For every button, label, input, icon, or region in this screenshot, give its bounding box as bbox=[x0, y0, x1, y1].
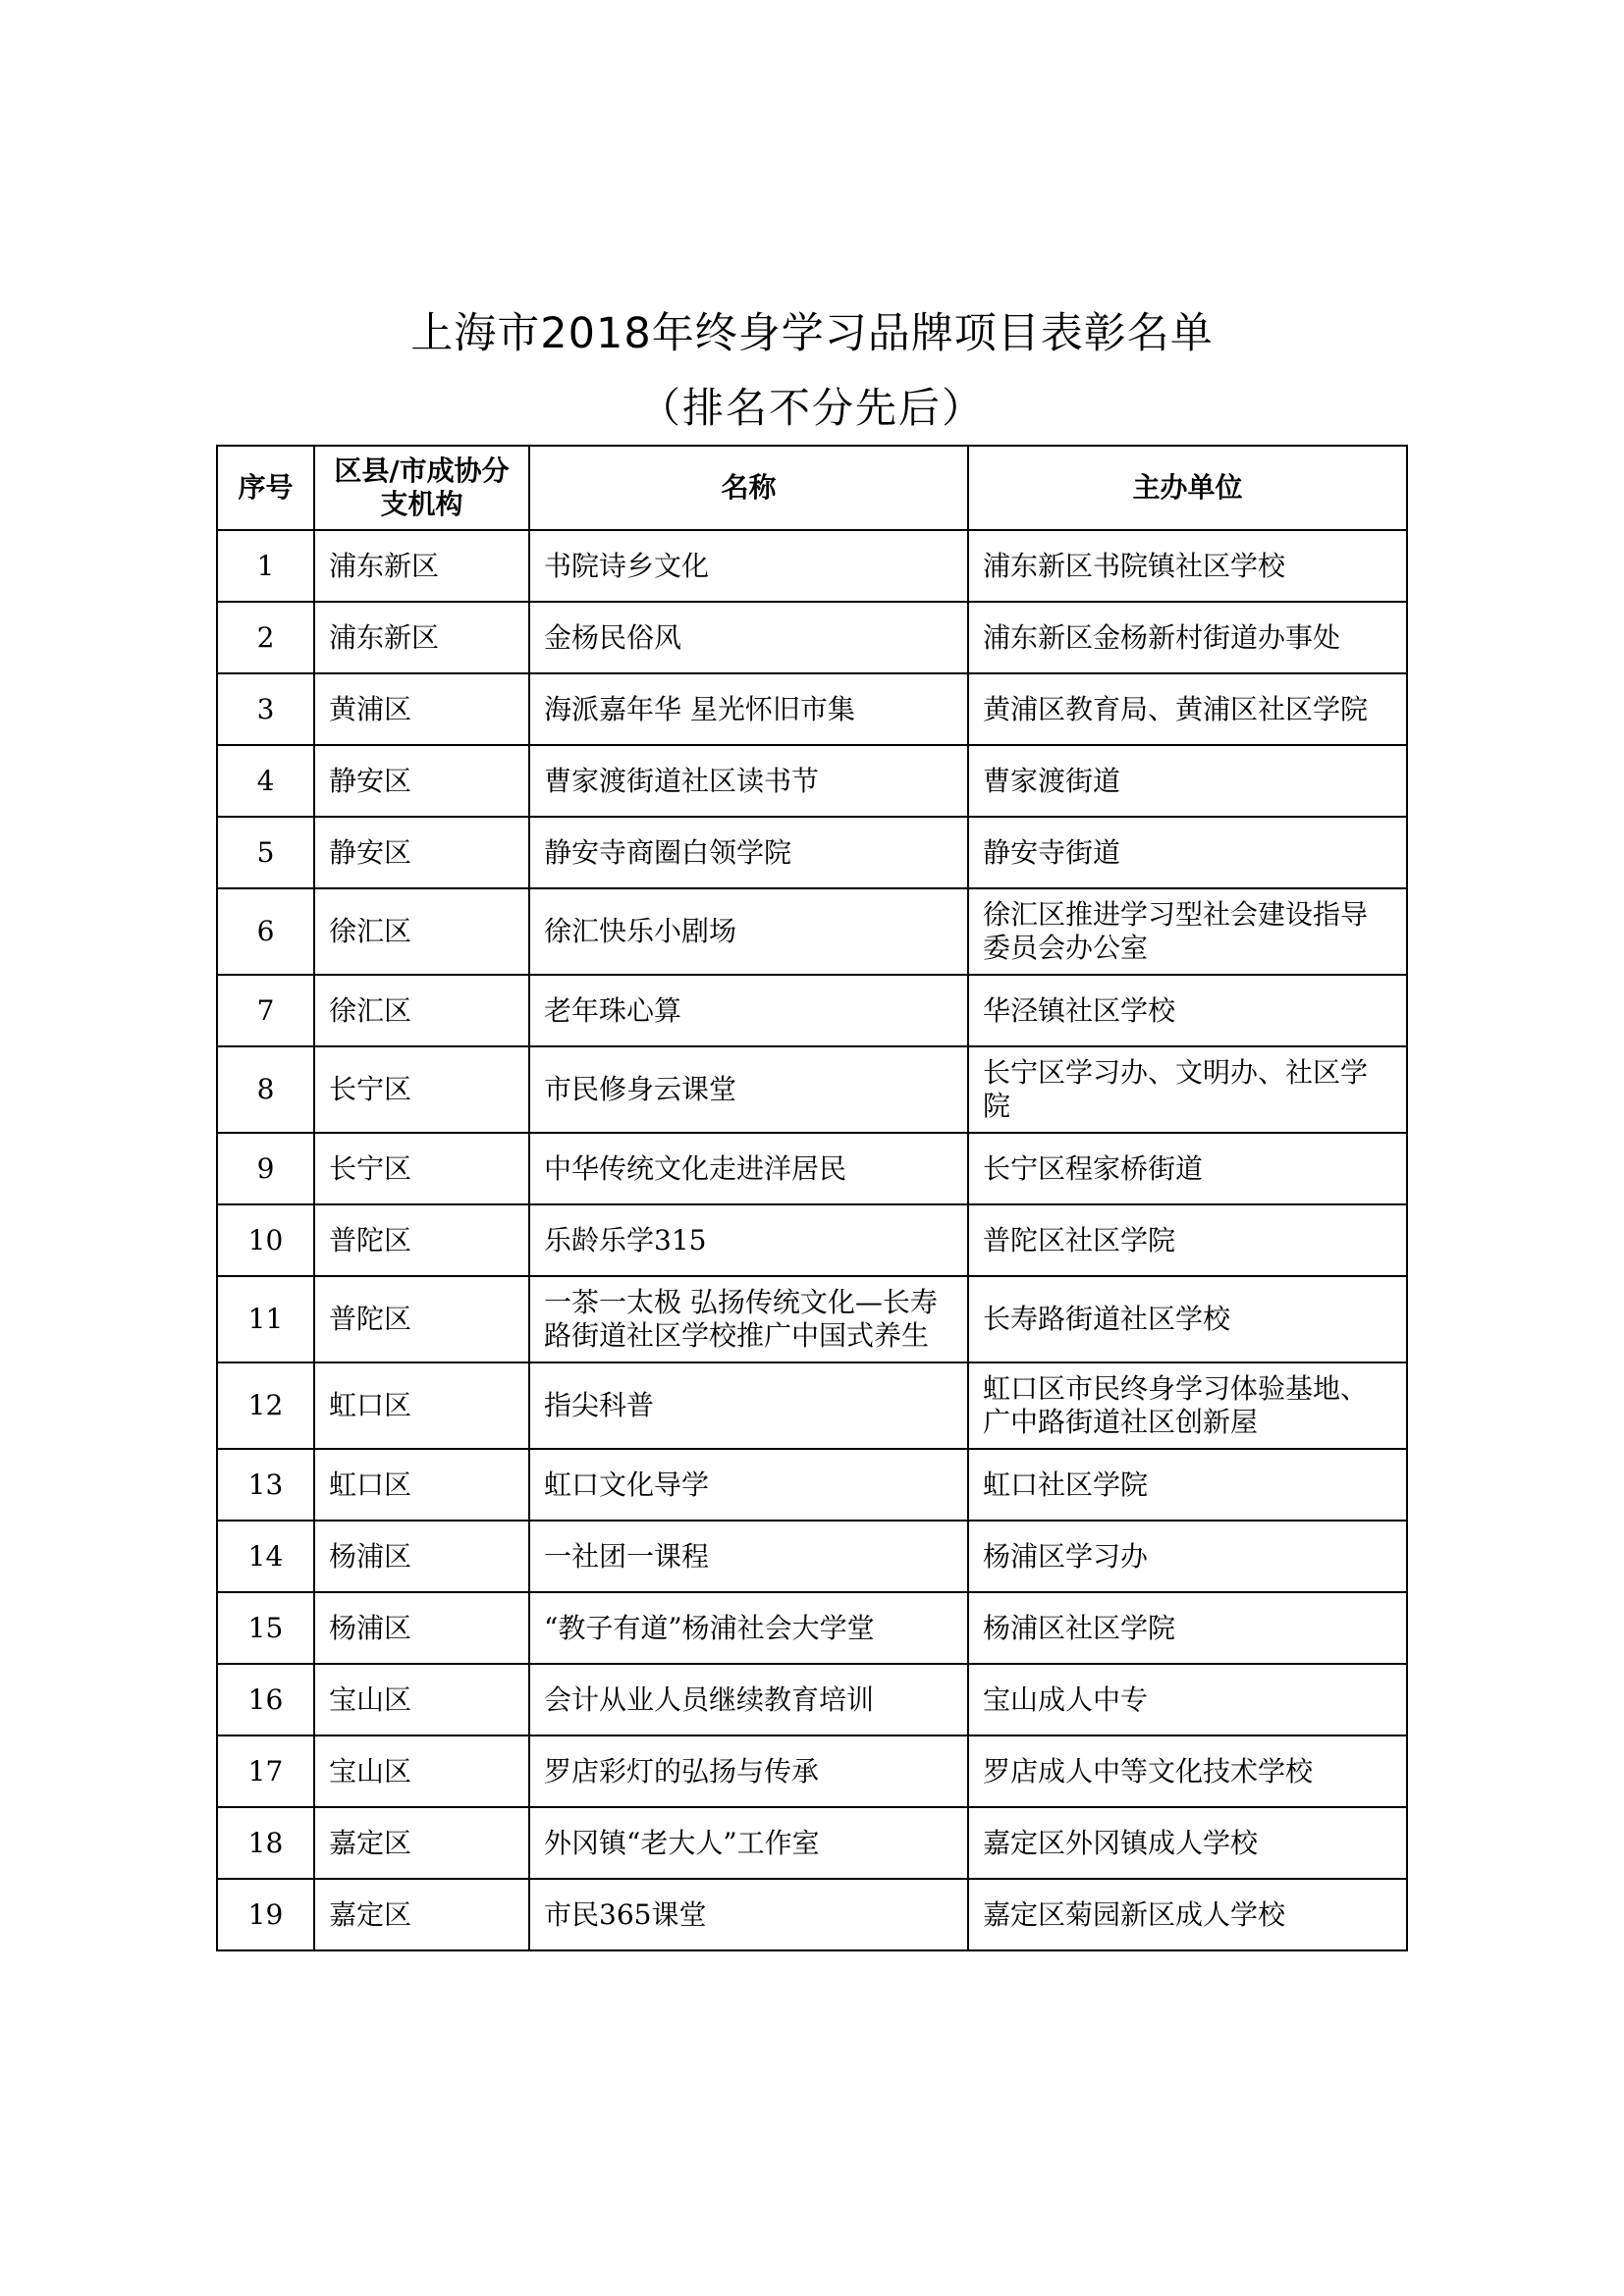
table-row bbox=[217, 1521, 1407, 1592]
cell-organizer: 虹口区市民终身学习体验基地、广中路街道社区创新屋 bbox=[968, 1362, 1407, 1449]
header-no: 序号 bbox=[217, 446, 314, 530]
header-district: 区县/市成协分支机构 bbox=[314, 446, 529, 530]
cell-no: 16 bbox=[217, 1664, 314, 1735]
cell-district: 虹口区 bbox=[314, 1362, 529, 1449]
table-row bbox=[217, 975, 1407, 1046]
cell-district: 宝山区 bbox=[314, 1735, 529, 1807]
cell-name: 市民修身云课堂 bbox=[529, 1046, 968, 1133]
cell-name: 一茶一太极 弘扬传统文化—长寿路街道社区学校推广中国式养生 bbox=[529, 1276, 968, 1362]
cell-organizer: 嘉定区外冈镇成人学校 bbox=[968, 1807, 1407, 1879]
cell-name: 会计从业人员继续教育培训 bbox=[529, 1664, 968, 1735]
cell-organizer: 普陀区社区学院 bbox=[968, 1204, 1407, 1276]
table-row bbox=[217, 1735, 1407, 1807]
cell-organizer: 浦东新区书院镇社区学校 bbox=[968, 530, 1407, 602]
cell-no: 8 bbox=[217, 1046, 314, 1133]
cell-name: “教子有道”杨浦社会大学堂 bbox=[529, 1592, 968, 1664]
cell-district: 静安区 bbox=[314, 745, 529, 817]
table-row bbox=[217, 1133, 1407, 1204]
cell-organizer: 长寿路街道社区学校 bbox=[968, 1276, 1407, 1362]
cell-organizer: 华泾镇社区学校 bbox=[968, 975, 1407, 1046]
table-row bbox=[217, 530, 1407, 602]
cell-no: 2 bbox=[217, 602, 314, 673]
cell-district: 黄浦区 bbox=[314, 673, 529, 745]
cell-name: 海派嘉年华 星光怀旧市集 bbox=[529, 673, 968, 745]
cell-no: 1 bbox=[217, 530, 314, 602]
cell-name: 中华传统文化走进洋居民 bbox=[529, 1133, 968, 1204]
table-row bbox=[217, 745, 1407, 817]
cell-district: 徐汇区 bbox=[314, 975, 529, 1046]
document-subtitle: （排名不分先后） bbox=[638, 384, 985, 432]
table-row bbox=[217, 1449, 1407, 1521]
cell-no: 13 bbox=[217, 1449, 314, 1521]
cell-organizer: 浦东新区金杨新村街道办事处 bbox=[968, 602, 1407, 673]
cell-organizer: 罗店成人中等文化技术学校 bbox=[968, 1735, 1407, 1807]
table-header-row bbox=[217, 446, 1407, 530]
cell-district: 浦东新区 bbox=[314, 602, 529, 673]
cell-no: 9 bbox=[217, 1133, 314, 1204]
cell-no: 19 bbox=[217, 1879, 314, 1950]
cell-organizer: 杨浦区学习办 bbox=[968, 1521, 1407, 1592]
cell-name: 曹家渡街道社区读书节 bbox=[529, 745, 968, 817]
cell-name: 书院诗乡文化 bbox=[529, 530, 968, 602]
cell-organizer: 宝山成人中专 bbox=[968, 1664, 1407, 1735]
cell-organizer: 嘉定区菊园新区成人学校 bbox=[968, 1879, 1407, 1950]
cell-name: 老年珠心算 bbox=[529, 975, 968, 1046]
cell-no: 5 bbox=[217, 817, 314, 888]
cell-organizer: 长宁区程家桥街道 bbox=[968, 1133, 1407, 1204]
table-row bbox=[217, 1046, 1407, 1133]
table-row bbox=[217, 1807, 1407, 1879]
table-row bbox=[217, 1879, 1407, 1950]
cell-district: 长宁区 bbox=[314, 1046, 529, 1133]
cell-name: 外冈镇“老大人”工作室 bbox=[529, 1807, 968, 1879]
cell-organizer: 徐汇区推进学习型社会建设指导委员会办公室 bbox=[968, 888, 1407, 975]
cell-district: 杨浦区 bbox=[314, 1521, 529, 1592]
cell-district: 长宁区 bbox=[314, 1133, 529, 1204]
cell-no: 10 bbox=[217, 1204, 314, 1276]
header-name: 名称 bbox=[529, 446, 968, 530]
cell-name: 罗店彩灯的弘扬与传承 bbox=[529, 1735, 968, 1807]
cell-name: 一社团一课程 bbox=[529, 1521, 968, 1592]
cell-district: 静安区 bbox=[314, 817, 529, 888]
cell-name: 徐汇快乐小剧场 bbox=[529, 888, 968, 975]
cell-no: 3 bbox=[217, 673, 314, 745]
cell-no: 14 bbox=[217, 1521, 314, 1592]
cell-district: 杨浦区 bbox=[314, 1592, 529, 1664]
cell-name: 指尖科普 bbox=[529, 1362, 968, 1449]
cell-organizer: 静安寺街道 bbox=[968, 817, 1407, 888]
cell-organizer: 杨浦区社区学院 bbox=[968, 1592, 1407, 1664]
cell-name: 乐龄乐学315 bbox=[529, 1204, 968, 1276]
cell-district: 普陀区 bbox=[314, 1276, 529, 1362]
cell-no: 18 bbox=[217, 1807, 314, 1879]
table-row bbox=[217, 1362, 1407, 1449]
cell-district: 嘉定区 bbox=[314, 1879, 529, 1950]
cell-district: 徐汇区 bbox=[314, 888, 529, 975]
cell-no: 11 bbox=[217, 1276, 314, 1362]
award-list-table bbox=[216, 445, 1408, 1951]
cell-no: 7 bbox=[217, 975, 314, 1046]
table-row bbox=[217, 888, 1407, 975]
cell-organizer: 黄浦区教育局、黄浦区社区学院 bbox=[968, 673, 1407, 745]
cell-name: 金杨民俗风 bbox=[529, 602, 968, 673]
cell-district: 浦东新区 bbox=[314, 530, 529, 602]
cell-no: 12 bbox=[217, 1362, 314, 1449]
cell-name: 虹口文化导学 bbox=[529, 1449, 968, 1521]
cell-organizer: 长宁区学习办、文明办、社区学院 bbox=[968, 1046, 1407, 1133]
cell-no: 4 bbox=[217, 745, 314, 817]
table-row bbox=[217, 1204, 1407, 1276]
cell-district: 宝山区 bbox=[314, 1664, 529, 1735]
table-row bbox=[217, 1276, 1407, 1362]
table-row bbox=[217, 1592, 1407, 1664]
cell-name: 静安寺商圈白领学院 bbox=[529, 817, 968, 888]
table-row bbox=[217, 673, 1407, 745]
table-row bbox=[217, 817, 1407, 888]
cell-organizer: 虹口社区学院 bbox=[968, 1449, 1407, 1521]
document-title: 上海市2018年终身学习品牌项目表彰名单 bbox=[410, 309, 1214, 358]
table-row bbox=[217, 602, 1407, 673]
cell-no: 15 bbox=[217, 1592, 314, 1664]
cell-no: 17 bbox=[217, 1735, 314, 1807]
table-row bbox=[217, 1664, 1407, 1735]
header-organizer: 主办单位 bbox=[968, 446, 1407, 530]
cell-no: 6 bbox=[217, 888, 314, 975]
cell-district: 虹口区 bbox=[314, 1449, 529, 1521]
cell-district: 嘉定区 bbox=[314, 1807, 529, 1879]
cell-name: 市民365课堂 bbox=[529, 1879, 968, 1950]
cell-district: 普陀区 bbox=[314, 1204, 529, 1276]
cell-organizer: 曹家渡街道 bbox=[968, 745, 1407, 817]
